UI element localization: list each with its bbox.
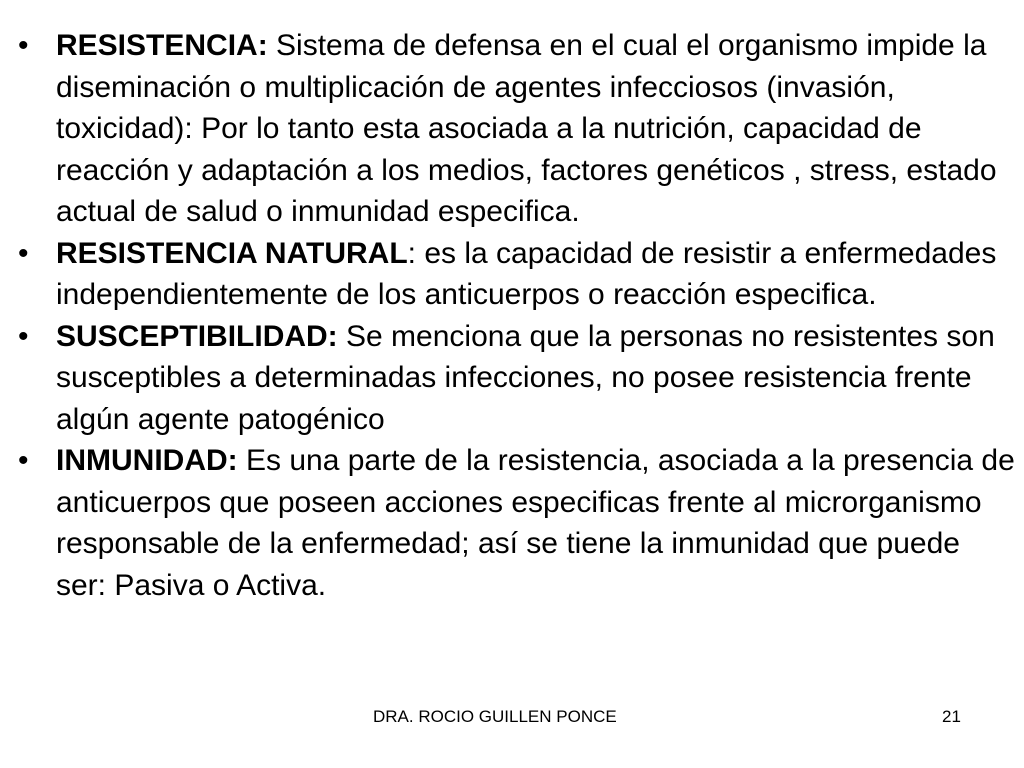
bullet-marker: • — [18, 319, 29, 353]
bullet-list — [18, 25, 1018, 606]
term-susceptibilidad: SUSCEPTIBILIDAD: — [56, 319, 338, 353]
term-resistencia-natural: RESISTENCIA NATURAL — [56, 236, 408, 270]
bullet-item-resistencia — [18, 25, 1018, 233]
bullet-item-resistencia-natural — [18, 233, 1018, 316]
definition-resistencia: Sistema de defensa en el cual el organismo impide la diseminación o multiplicación de agentes infecciosos (invasión, toxicidad): Por lo tanto esta asociada a la nutrición, capacidad de reacción y adaptación a los medios, factores genéticos , stress, estado actual de salud o inmunidad especifica. — [56, 29, 997, 228]
definition-inmunidad: Es una parte de la resistencia, asociada a la presencia de anticuerpos que poseen acciones especificas frente al microrganismo responsable de la enfermedad; así se tiene la inmunidad que puede ser: Pasiva o Activa. — [56, 444, 1015, 602]
bullet-marker: • — [18, 444, 29, 477]
term-resistencia: RESISTENCIA: — [56, 29, 268, 62]
footer-page-number: 21 — [942, 707, 961, 726]
term-inmunidad: INMUNIDAD: — [56, 444, 238, 477]
bullet-item-inmunidad — [18, 440, 1018, 606]
footer-author: DRA. ROCIO GUILLEN PONCE — [373, 707, 617, 726]
definition-resistencia-natural: : es la capacidad de resistir a enfermedades independientemente de los anticuerpos o reacción especifica. — [56, 236, 997, 311]
bullet-item-susceptibilidad — [18, 316, 1018, 441]
bullet-marker: • — [18, 236, 29, 270]
definition-susceptibilidad: Se menciona que la personas no resistentes son susceptibles a determinadas infecciones, no posee resistencia frente algún agente patogénico — [56, 319, 995, 436]
bullet-marker: • — [18, 29, 29, 62]
